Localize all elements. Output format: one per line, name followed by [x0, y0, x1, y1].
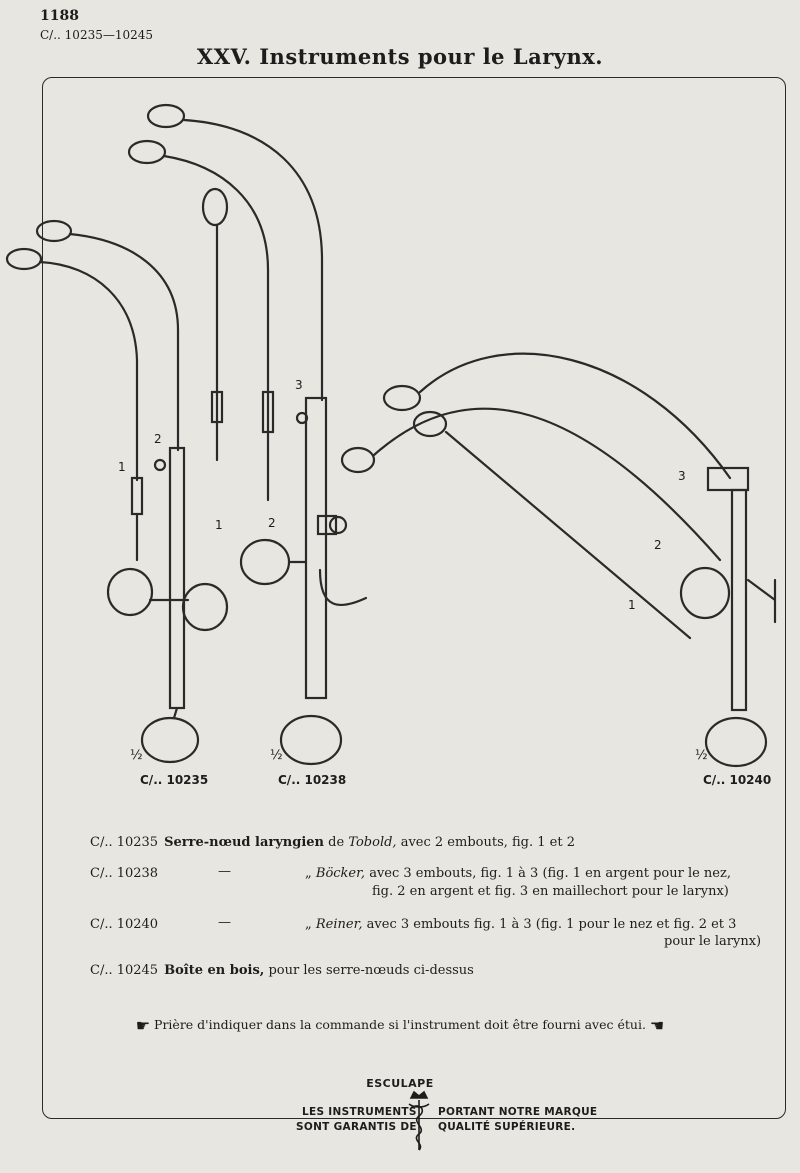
item-text: avec 3 embouts fig. 1 à 3 (fig. 1 pour le nez et fig. 2 et 3 — [366, 917, 737, 932]
item-name: Serre-nœud laryngien — [164, 835, 325, 850]
item-author: Tobold, — [348, 835, 397, 850]
order-note — [0, 1016, 800, 1035]
item-10235 — [90, 833, 575, 853]
scale-mark-10238: ½ — [270, 748, 283, 763]
pointing-hand-right-icon: ☛ — [135, 1016, 151, 1035]
item-code: C/.. 10235 — [90, 835, 159, 850]
fig-label-10235-2: 2 — [154, 432, 162, 446]
item-10240-desc-cont: pour le larynx) — [664, 934, 762, 949]
item-10240-dash: — — [218, 915, 231, 930]
item-text: avec 3 embouts, fig. 1 à 3 (fig. 1 en argent pour le nez, — [369, 866, 731, 881]
footer-left-line2: SONT GARANTIS DE — [296, 1121, 417, 1133]
scale-mark-10235: ½ — [130, 748, 143, 763]
instrument-10238-drawing — [148, 105, 366, 764]
item-10245 — [90, 961, 474, 981]
item-10240 — [90, 915, 160, 935]
item-name: Boîte en bois, — [164, 963, 265, 978]
page-number: 1188 — [40, 8, 79, 24]
scale-mark-10240: ½ — [695, 748, 708, 763]
catalog-code-10240: C/.. 10240 — [703, 773, 772, 787]
fig-label-loose-1: 1 — [215, 518, 223, 532]
brand-name: ESCULAPE — [366, 1077, 434, 1090]
item-code: C/.. 10245 — [90, 963, 159, 978]
item-author: Böcker, — [315, 866, 366, 881]
fig-label-10240-3: 3 — [678, 469, 686, 483]
fig-label-10240-2: 2 — [654, 538, 662, 552]
item-10238 — [90, 864, 160, 884]
catalog-code-10235: C/.. 10235 — [140, 773, 209, 787]
footer-right-line2: QUALITÉ SUPÉRIEURE. — [438, 1121, 576, 1133]
item-text: avec 2 embouts, fig. 1 et 2 — [400, 835, 575, 850]
item-text-pre: de — [328, 835, 345, 850]
footer-left-line1: LES INSTRUMENTS — [302, 1106, 417, 1118]
fig-label-10240-1: 1 — [628, 598, 636, 612]
footer-right-line1: PORTANT NOTRE MARQUE — [438, 1106, 598, 1118]
item-code: C/.. 10240 — [90, 917, 159, 932]
order-note-text: Prière d'indiquer dans la commande si l'instrument doit être fourni avec étui. — [154, 1017, 646, 1032]
item-quote: „ — [305, 917, 312, 932]
item-quote: „ — [305, 866, 312, 881]
pointing-hand-left-icon: ☚ — [649, 1016, 665, 1035]
fig-label-10238-3: 3 — [295, 378, 303, 392]
item-10238-desc-cont: fig. 2 en argent et fig. 3 en maillechort pour le larynx) — [372, 884, 729, 899]
instrument-10235-drawing — [7, 141, 273, 762]
fig-label-10235-1: 1 — [118, 460, 126, 474]
item-code: C/.. 10238 — [90, 866, 159, 881]
item-author: Reiner, — [315, 917, 363, 932]
instrument-10240-drawing — [342, 354, 775, 766]
catalog-code-10238: C/.. 10238 — [278, 773, 347, 787]
fig-label-loose-2: 2 — [268, 516, 276, 530]
item-10238-desc — [305, 864, 731, 884]
catalog-range: C/.. 10235—10245 — [40, 28, 154, 42]
item-text: pour les serre-nœuds ci-dessus — [268, 963, 474, 978]
item-10238-dash: — — [218, 864, 231, 879]
page-title: XXV. Instruments pour le Larynx. — [196, 44, 604, 69]
